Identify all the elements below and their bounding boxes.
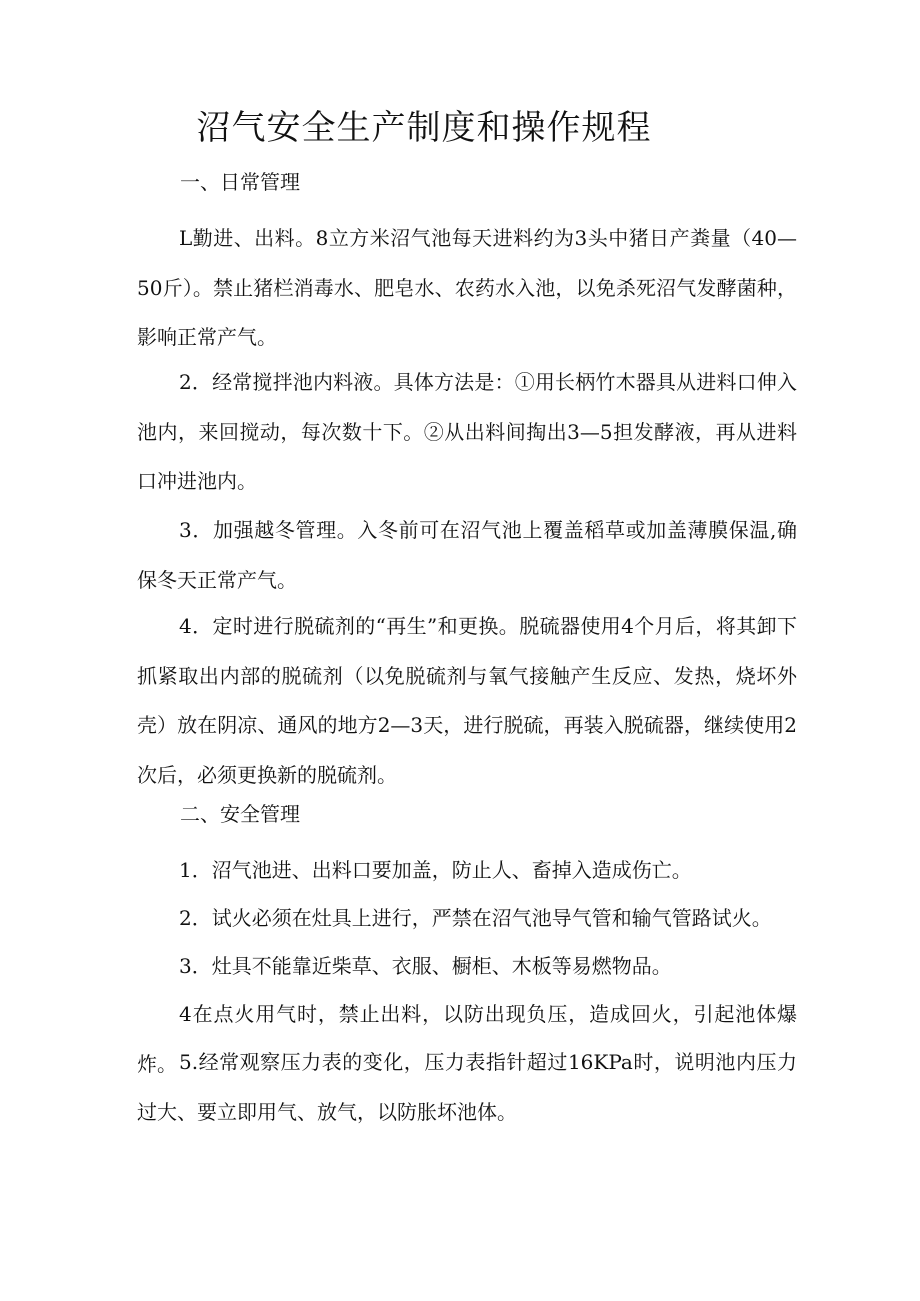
- safety-item-1: 1．沼气池进、出料口要加盖，防止人、畜掉入造成伤亡。: [179, 858, 692, 882]
- section-heading-safety-management: 二、安全管理: [180, 802, 300, 826]
- daily-item-2: 2．经常搅拌池内料液。具体方法是：①用长柄竹木器具从进料口伸入池内，来回搅动，每次数十下。②从出料间掏出3—5担发酵液，再从进料口冲进池内。: [137, 370, 797, 493]
- safety-item-2: 2．试火必须在灶具上进行，严禁在沼气池导气管和输气管路试火。: [179, 906, 772, 930]
- safety-item-4: 4在点火用气时，禁止出料，以防出现负压，造成回火，引起池体爆炸。: [137, 1002, 797, 1076]
- safety-item-3: 3．灶具不能靠近柴草、衣服、橱柜、木板等易燃物品。: [179, 954, 672, 978]
- daily-item-1: L勤进、出料。8立方米沼气池每天进料约为3头中猪日产粪量（40—50斤）。禁止猪栏消毒水、肥皂水、农药水入池，以免杀死沼气发酵菌种，影响正常产气。: [137, 226, 797, 349]
- document-title: 沼气安全生产制度和操作规程: [196, 108, 652, 148]
- safety-item-5: 5.经常观察压力表的变化，压力表指针超过16KPa时，说明池内压力过大、要立即用气、放气，以防胀坏池体。: [137, 1050, 797, 1124]
- daily-item-3: 3．加强越冬管理。入冬前可在沼气池上覆盖稻草或加盖薄膜保温,确保冬天正常产气。: [137, 518, 797, 592]
- section-heading-daily-management: 一、日常管理: [180, 170, 300, 194]
- daily-item-4: 4．定时进行脱硫剂的“再生”和更换。脱硫器使用4个月后，将其卸下抓紧取出内部的脱硫剂（以免脱硫剂与氧气接触产生反应、发热，烧坏外壳）放在阴凉、通风的地方2—3天，进行脱硫，再装入脱硫器，继续使用2次后，必须更换新的脱硫剂。: [137, 614, 797, 787]
